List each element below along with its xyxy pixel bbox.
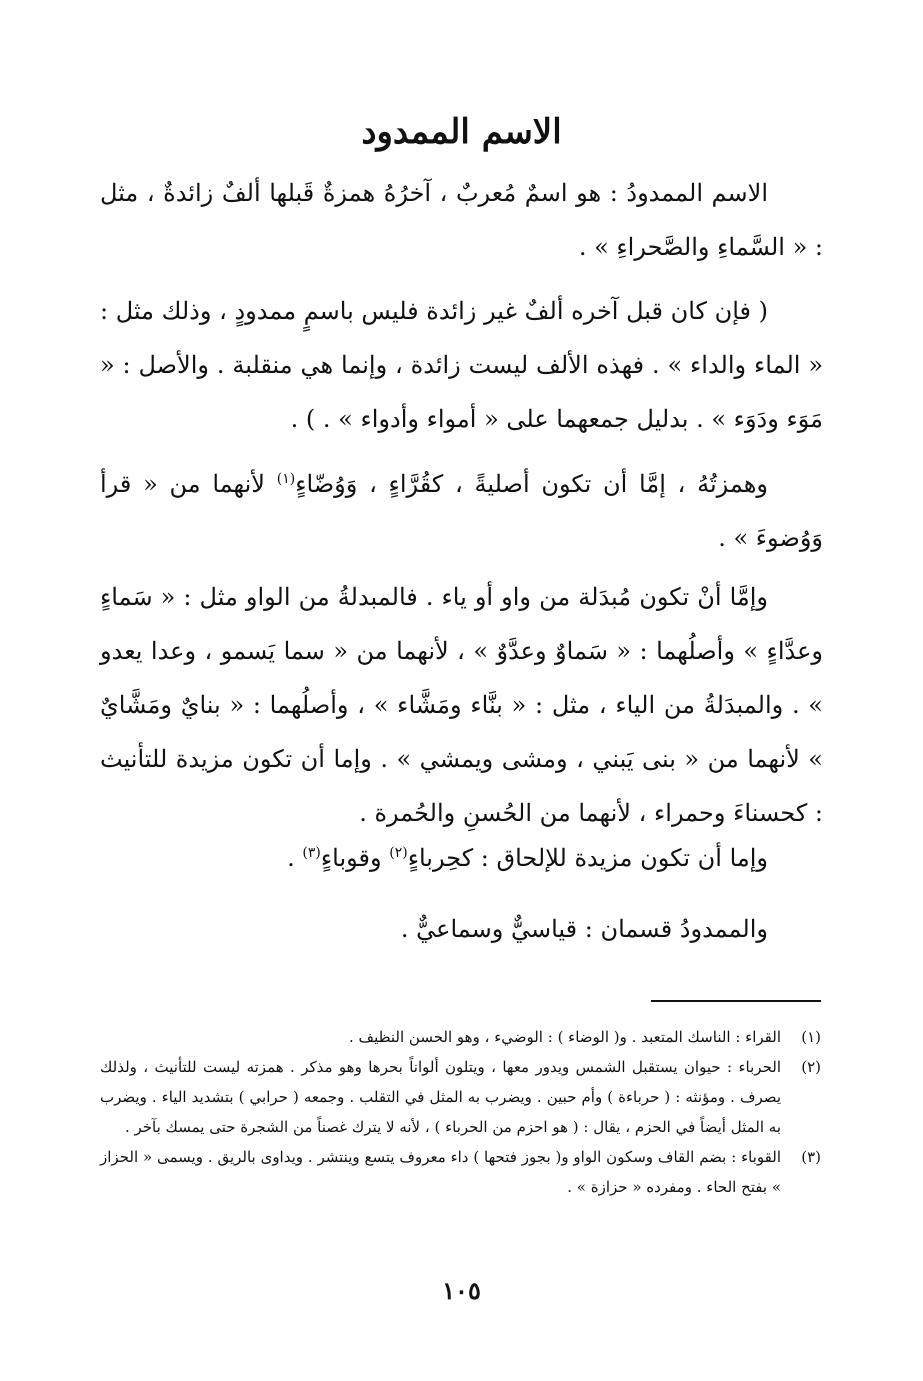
footnote-2 — [100, 1052, 821, 1142]
paragraph-text: وإما أن تكون مزيدة للإلحاق : كحِرباءٍ — [407, 844, 768, 872]
paragraph-text: . — [287, 844, 303, 872]
footnote-ref-2: (٢) — [389, 845, 408, 861]
footnote-text: القراء : الناسك المتعبد . و( الوضاء ) : الوضيء ، وهو الحسن النظيف . — [349, 1028, 781, 1046]
original-hamza-paragraph — [100, 452, 823, 565]
definition-paragraph: الاسم الممدودُ : هو اسمٌ مُعربٌ ، آخرُهُ همزةٌ قَبلها ألفٌ زائدةٌ ، مثل : « السَّماءِ والصَّحراءِ » . — [100, 179, 823, 261]
ilhaq-paragraph — [100, 826, 823, 885]
footnote-ref-1: (١) — [276, 471, 296, 487]
exception-paragraph: ( فإن كان قبل آخره ألفٌ غير زائدة فليس باسمٍ ممدودٍ ، وذلك مثل : « الماء والداء » . فهذه الألف ليست زائدة ، وإنما هي منقلبة . والأصل : « مَوَء ودَوَء » . بدليل جمعهما على « أمواء وأدواء » . ) . — [100, 297, 823, 433]
footnotes — [100, 1022, 821, 1202]
footnote-3 — [100, 1142, 821, 1202]
footnote-divider — [651, 1000, 821, 1002]
paragraph-text: وقوباءٍ — [320, 844, 390, 872]
footnote-text: القوباء : بضم القاف وسكون الواو و( بجوز فتحها ) داء معروف يتسع وينتشر . ويداوى بالريق . ويسمى « الحزاز » بفتح الحاء . ومفرده « حزازة » . — [100, 1148, 781, 1196]
page-title: الاسم الممدود — [361, 112, 562, 152]
types-paragraph: والممدودُ قسمان : قياسيٌّ وسماعيٌّ . — [400, 915, 768, 943]
footnote-number: (٢) — [801, 1058, 821, 1076]
substituted-hamza-paragraph: وإمَّا أنْ تكون مُبدَلة من واو أو ياء . فالمبدلةُ من الواو مثل : « سَماءٍ وعدَّاءٍ » وأصلُهما : « سَماوٌ وعدَّوٌ » ، لأنهما من « سما يَسمو ، وعدا يعدو » . والمبدَلةُ من الياء ، مثل : « بنَّاء ومَشَّاء » ، وأصلُهما : « بنايٌ ومَشَّايٌ » لأنهما من « بنى يَبني ، ومشى ويمشي » . وإما أن تكون مزيدة للتأنيث : كحسناءَ وحمراء ، لأنهما من الحُسنِ والحُمرة . — [100, 583, 823, 827]
footnote-1 — [100, 1022, 821, 1052]
page-number: ١٠٥ — [442, 1276, 481, 1305]
footnote-number: (١) — [801, 1028, 821, 1046]
paragraph-text: وهمزتُهُ ، إمَّا أن تكون أصليةً ، كقُرَّاءٍ ، وَوُضّاءٍ — [295, 470, 768, 498]
footnote-ref-3: (٣) — [302, 845, 321, 861]
footnote-text: الحرباء : حيوان يستقبل الشمس ويدور معها ، ويتلون ألواناً بحرها وهو مذكر . همزته ليست للتأنيث ، ولذلك يصرف . ومؤنثه : ( حرباءة ) وأم حبين . ويضرب به المثل في التقلب . وجمعه ( حرابي ) بتشديد الياء . ويضرب به المثل أيضاً في الحزم ، يقال : ( هو احزم من الحرباء ) ، لأنه لا يترك غصناً من الشجرة حتى يمسك بآخر . — [100, 1058, 781, 1136]
paragraph-text: لأنهما من « قرأ وَوُضوءَ » . — [100, 470, 823, 552]
footnote-number: (٣) — [801, 1148, 821, 1166]
